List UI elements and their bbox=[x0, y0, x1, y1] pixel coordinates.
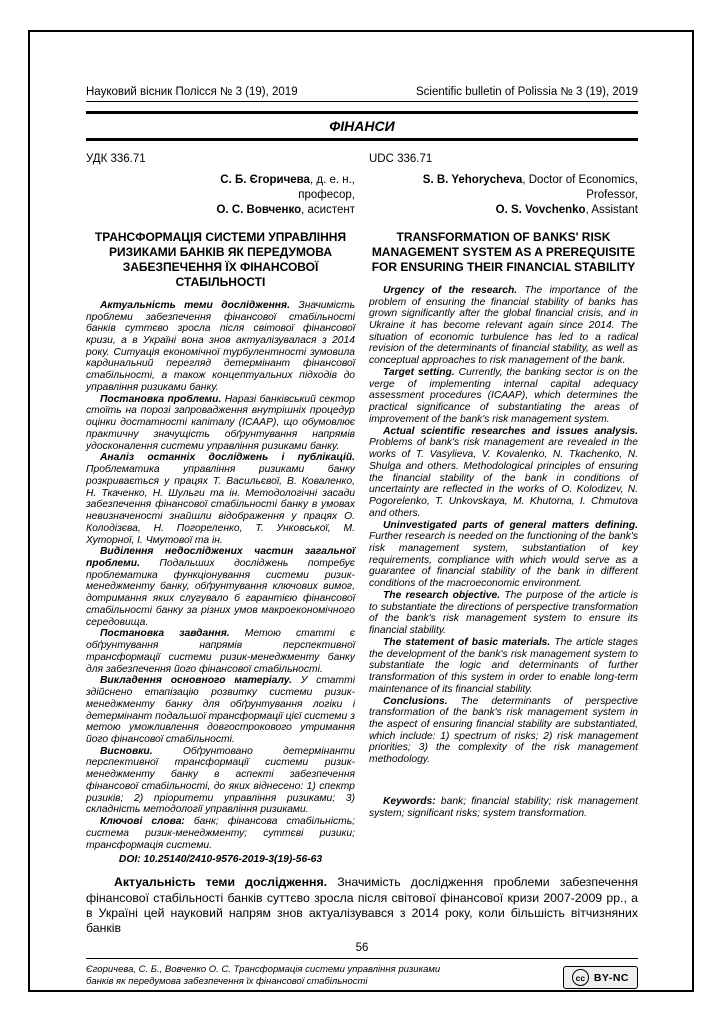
paragraph-lead: Висновки. bbox=[100, 745, 153, 757]
abstract-paragraph bbox=[369, 590, 638, 637]
paragraph-lead: Conclusions. bbox=[383, 695, 448, 707]
paragraph-lead: Keywords: bbox=[383, 795, 436, 807]
paragraph-lead: Actual scientific researches and issues analysis. bbox=[383, 425, 638, 437]
author-degree: , асистент bbox=[301, 203, 355, 216]
article-title-uk: ТРАНСФОРМАЦІЯ СИСТЕМИ УПРАВЛІННЯ РИЗИКАМИ БАНКІВ ЯК ПЕРЕДУМОВА ЗАБЕЗПЕЧЕННЯ ЇХ ФІНАНСОВОЇ СТАБІЛЬНОСТІ bbox=[94, 229, 347, 289]
paragraph-text: Currently, the banking sector is on the verge of implementing internal capital adequacy assessment procedures (ICAAP), which determines the practical significance of substantiating the areas of improvement of the bank's risk management system. bbox=[369, 366, 638, 425]
paragraph-text: Значимість проблеми забезпечення фінансової стабільності банків суттєво зросла після світової фінансової кризи, а в Україні вона знов актуалізувалася з 2014 року. Ситуація економічної турбулентності зумовила кардинальний перегляд детермінант фінансової стабільності, а також концептуальних підходів до управління ризиками банку. bbox=[86, 299, 355, 393]
udk-label: УДК 336.71 bbox=[86, 153, 146, 165]
author-title: професор, bbox=[298, 188, 355, 201]
header-left: Науковий вісник Полісся № 3 (19), 2019 bbox=[86, 86, 298, 98]
two-column-abstracts bbox=[86, 173, 638, 865]
paragraph-text: Problems of bank's risk management are revealed in the works of T. Vasylieva, V. Kovalenko, N. Tkachenko, N. Shulga and others. Methodological principles of ensuring the financial stability of the bank in conditions of uncertainty are reflected in the works of O. Kolodizev, N. Pogorelenko, T. Unkovskaya, M. Khutorna, I. Chmutova and others. bbox=[369, 437, 638, 519]
paragraph-lead: Аналіз останніх досліджень і публікацій. bbox=[100, 452, 355, 464]
paragraph-lead: Виділення недосліджених частин загальної проблеми. bbox=[86, 546, 355, 569]
paragraph-lead: Постановка завдання. bbox=[100, 628, 230, 640]
paragraph-lead: Target setting. bbox=[383, 366, 455, 378]
paragraph-lead: Актуальність теми дослідження. bbox=[100, 299, 290, 311]
abstract-paragraph bbox=[86, 394, 355, 453]
right-column bbox=[369, 173, 638, 865]
page-footer bbox=[86, 958, 638, 989]
authors-left bbox=[86, 173, 355, 218]
abstract-paragraph bbox=[86, 628, 355, 675]
author-degree: , д. е. н., bbox=[309, 174, 355, 186]
paragraph-text: Подальших досліджень потребує проблематика функціонування системи ризик-менеджменту банку, обґрунтування ключових вимог, дотримання яких слугувало б гарантією фінансової стабільності банку за різних умов макроекономічного середовища. bbox=[86, 557, 355, 628]
paragraph-lead: Urgency of the research. bbox=[383, 284, 518, 296]
cc-license-badge bbox=[563, 966, 638, 989]
paragraph-lead: Актуальність теми дослідження. bbox=[114, 875, 328, 890]
paragraph-text: Метою статті є обґрунтування напрямів перспективної трансформації системи ризик-менеджменту банку для забезпечення його фінансової стабільності. bbox=[86, 628, 355, 675]
article-title-en: TRANSFORMATION OF BANKS' RISK MANAGEMENT SYSTEM AS A PREREQUISITE FOR ENSURING THEIR FINANCIAL STABILITY bbox=[371, 229, 636, 274]
paragraph-text: Значимість дослідження проблеми забезпечення фінансової стабільності банків суттєво зросла після світової фінансової кризи 2007-2009 рр., а в Україні цей науковий напрям знов актуалізувався з 2014 року, коли більшість вітчизняних банків bbox=[86, 875, 638, 936]
paragraph-text: The importance of the problem of ensuring the financial stability of banks has grown significantly after the global financial crisis, and in Ukraine it has become relevant again since 2014. The situation of economic turbulence has led to a radical revision of the determinants of financial stability, as well as conceptual approaches to risk management of the bank. bbox=[369, 284, 638, 367]
paragraph-text: The article stages the development of the bank's risk management system to substantiate the logic and determinants of further transformation of this system in order to enable long-term maintenance of its financial stability. bbox=[369, 636, 638, 695]
paragraph-text: банк; фінансова стабільність; система ризик-менеджменту; суттєві ризики; трансформація системи. bbox=[86, 816, 355, 851]
doi: DOI: 10.25140/2410-9576-2019-3(19)-56-63 bbox=[118, 854, 323, 866]
paragraph-lead: Uninvestigated parts of general matters defining. bbox=[383, 519, 638, 531]
authors-right bbox=[369, 173, 638, 218]
author-degree: , Assistant bbox=[585, 203, 638, 216]
author-name: O. S. Vovchenko bbox=[495, 203, 586, 216]
keywords-paragraph-en bbox=[369, 796, 638, 819]
paragraph-lead: Ключові слова: bbox=[100, 816, 185, 828]
paragraph-text: Обґрунтовано детермінанти перспективної трансформації системи ризик-менеджменту банку в аспекті забезпечення фінансової стабільності, до яких віднесено: 1) спектр ризиків; 2) пріоритети управління ризиками; 3) складність методології управління ризиками. bbox=[86, 745, 355, 816]
cc-license-label: BY-NC bbox=[593, 971, 629, 984]
left-column bbox=[86, 173, 355, 865]
paragraph-lead: Викладення основного матеріалу. bbox=[100, 675, 292, 687]
paragraph-text: Проблематика управління ризиками банку розкривається у працях Т. Васильєвої, В. Коваленко, Н. Ткаченко, Н. Шульги та ін. Методологічні засади забезпечення фінансової стабільності банку в умовах невизначеності знайшли відображення у працях О. Колодізєва, Н. Погореленко, Т. Унковської, М. Хуторної, І. Чмутової та ін. bbox=[86, 464, 355, 546]
abstract-paragraph bbox=[86, 452, 355, 546]
running-header bbox=[86, 86, 638, 102]
page-content bbox=[86, 86, 638, 989]
paragraph-lead: Постановка проблеми. bbox=[100, 393, 222, 405]
abstract-paragraph bbox=[86, 546, 355, 628]
paragraph-text: Further research is needed on the functioning of the bank's risk management system, substantiation of key requirements, compliance with which would serve as a guarantee of financial stability of the bank in different conditions of the macroeconomic environment. bbox=[369, 531, 638, 590]
udk-row bbox=[86, 153, 638, 165]
paragraph-lead: The research objective. bbox=[383, 589, 501, 601]
abstract-paragraph bbox=[86, 300, 355, 394]
author-title: Professor, bbox=[586, 188, 638, 201]
udc-label: UDC 336.71 bbox=[369, 153, 433, 165]
footer-citation: Єгоричева, С. Б., Вовченко О. С. Трансформація системи управління ризиками банків як передумова забезпечення їх фінансової стабільності bbox=[86, 964, 441, 988]
page-number: 56 bbox=[355, 942, 369, 955]
keywords-paragraph-uk bbox=[86, 816, 355, 851]
abstract-paragraph bbox=[369, 637, 638, 696]
abstract-paragraph bbox=[369, 696, 638, 766]
author-name: S. B. Yehorycheva bbox=[422, 174, 523, 186]
author-name: С. Б. Єгоричева bbox=[220, 174, 310, 186]
abstract-paragraph bbox=[86, 675, 355, 745]
paragraph-text: The purpose of the article is to substantiate the directions of perspective transformation of the bank's risk management system to ensure its financial stability. bbox=[369, 589, 638, 637]
paragraph-text: У статті здійснено етапізацію розвитку системи ризик-менеджменту банку для обґрунтування логіки і детермінант подальшої трансформації цієї системи з метою уможливлення довгострокового утримання його фінансової стабільності. bbox=[86, 675, 355, 745]
cc-icon: cc bbox=[572, 969, 589, 986]
header-right: Scientific bulletin of Polissia № 3 (19), 2019 bbox=[415, 86, 638, 98]
abstract-paragraph bbox=[369, 426, 638, 520]
abstract-paragraph bbox=[369, 285, 638, 367]
paragraph-text: Наразі банківський сектор стоїть на порозі запровадження внутрішніх процедур оцінки достатності капіталу (ICAAP), що обумовлює практичну значущість обґрунтування напрямів удосконалення системи управління ризиками банку. bbox=[86, 393, 355, 452]
paragraph-lead: The statement of basic materials. bbox=[383, 636, 551, 648]
abstract-paragraph bbox=[369, 520, 638, 590]
paragraph-text: bank; financial stability; risk management system; significant risks; system transformation. bbox=[369, 795, 638, 819]
author-degree: , Doctor of Economics, bbox=[522, 174, 638, 186]
abstract-paragraph bbox=[86, 746, 355, 816]
author-name: О. С. Вовченко bbox=[216, 203, 302, 216]
main-body-paragraph bbox=[86, 875, 638, 936]
paragraph-text: The determinants of perspective transformation of the bank's risk management system in the aspect of ensuring financial stability are substantiated, which include: 1) spectrum of risks; 2) risk management priorities; 3) the complexity of the risk management methodology. bbox=[369, 695, 638, 766]
section-banner: ФІНАНСИ bbox=[86, 111, 638, 141]
abstract-paragraph bbox=[369, 367, 638, 426]
